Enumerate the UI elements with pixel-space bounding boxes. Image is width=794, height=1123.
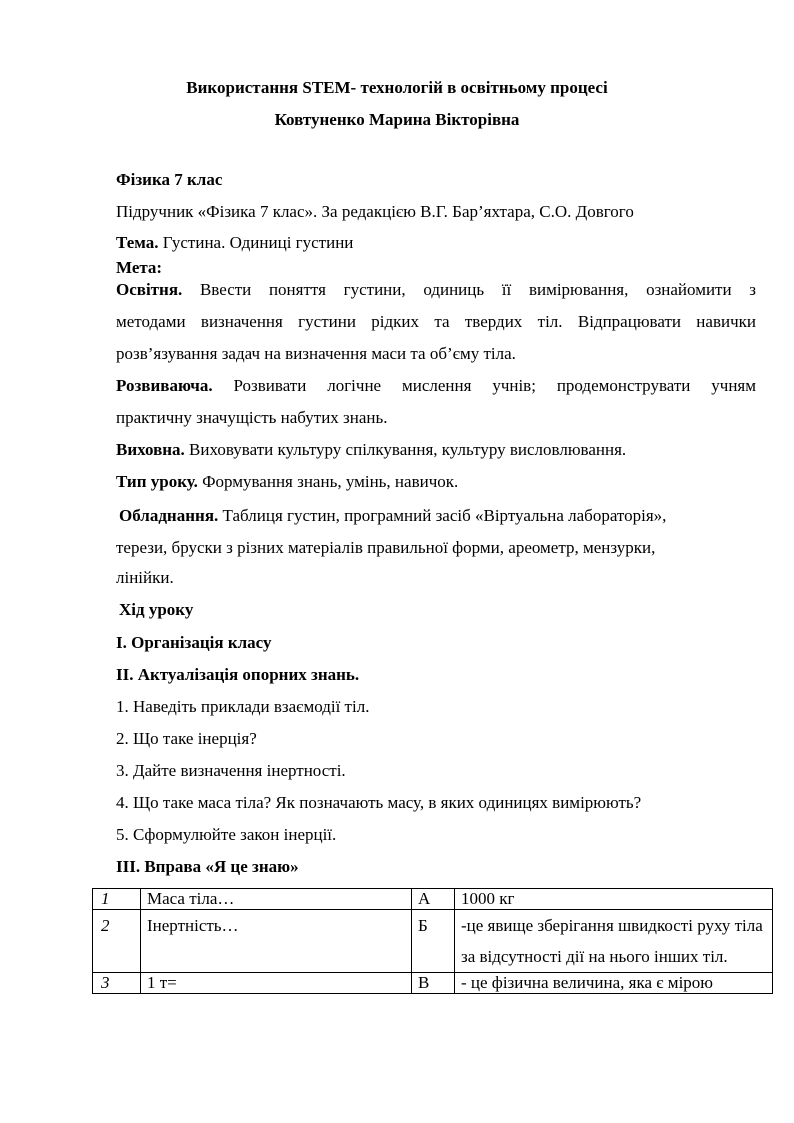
question-4: 4. Що таке маса тіла? Як позначають масу, в яких одиницях вимірюють?: [116, 793, 642, 812]
equipment-line-1: [119, 506, 666, 526]
row-letter: А: [412, 889, 455, 910]
question-1: 1. Наведіть приклади взаємодії тіл.: [116, 697, 370, 716]
section-2-heading: ІІ. Актуалізація опорних знань.: [116, 665, 360, 684]
developing-text-1: Розвивати логічне мислення учнів; продемонструвати учням: [212, 376, 756, 395]
equipment-line-3: лінійки.: [116, 568, 174, 587]
developing-label: Розвиваюча.: [116, 376, 213, 395]
textbook-line: Підручник «Фізика 7 клас». За редакцією В.Г. Бар’яхтара, С.О. Довгого: [116, 202, 634, 221]
row-letter: Б: [412, 910, 455, 973]
developing-line-2: практичну значущість набутих знань.: [116, 408, 388, 427]
row-term: Маса тіла…: [141, 889, 412, 910]
row-term: 1 т=: [141, 973, 412, 994]
upbringing-label: Виховна.: [116, 440, 185, 459]
subject-heading: Фізика 7 клас: [116, 170, 223, 189]
section-3-heading: ІІІ. Вправа «Я це знаю»: [116, 857, 299, 876]
row-definition: - це фізична величина, яка є мірою: [455, 973, 773, 994]
course-heading: Хід уроку: [119, 600, 194, 619]
table-row: [93, 910, 773, 973]
upbringing-text: Виховувати культуру спілкування, культуру висловлювання.: [184, 440, 627, 459]
equipment-line-2: терези, бруски з різних матеріалів правильної форми, ареометр, мензурки,: [116, 538, 656, 557]
row-term: Інертність…: [141, 910, 412, 973]
table-row: [93, 889, 773, 910]
equipment-text-1: Таблиця густин, програмний засіб «Віртуальна лабораторія»,: [218, 506, 667, 525]
row-definition: -це явище зберігання швидкості руху тіла за відсутності дії на нього інших тіл.: [455, 910, 773, 973]
topic-text: Густина. Одиниці густини: [158, 233, 354, 252]
upbringing-line: [116, 440, 626, 460]
table-row: [93, 973, 773, 994]
document-title: Використання STEM- технологій в освітньому процесі: [186, 78, 608, 97]
education-line-3: розв’язування задач на визначення маси та об’єму тіла.: [116, 344, 516, 363]
row-number: 1: [93, 889, 141, 910]
row-letter: В: [412, 973, 455, 994]
lesson-type-text: Формування знань, умінь, навичок.: [197, 472, 459, 491]
lesson-type-line: [116, 472, 458, 492]
question-2: 2. Що таке інерція?: [116, 729, 257, 748]
developing-line-1: [116, 376, 756, 396]
row-number: 2: [93, 910, 141, 973]
question-3: 3. Дайте визначення інертності.: [116, 761, 346, 780]
equipment-label: Обладнання.: [119, 506, 219, 525]
matching-table: [92, 888, 773, 994]
education-line-1: [116, 280, 756, 300]
education-line-2: методами визначення густини рідких та твердих тіл. Відпрацювати навички: [116, 312, 756, 331]
lesson-type-label: Тип уроку.: [116, 472, 198, 491]
education-text-1: Ввести поняття густини, одиниць її вимірювання, ознайомити з: [182, 280, 756, 299]
row-definition: 1000 кг: [455, 889, 773, 910]
author-name: Ковтуненко Марина Вікторівна: [274, 110, 520, 129]
row-number: 3: [93, 973, 141, 994]
goal-label: Мета:: [116, 258, 163, 277]
topic-line: [116, 233, 353, 253]
topic-label: Тема.: [116, 233, 159, 252]
section-1-heading: І. Організація класу: [116, 633, 272, 652]
question-5: 5. Сформулюйте закон інерції.: [116, 825, 337, 844]
education-label: Освітня.: [116, 280, 183, 299]
